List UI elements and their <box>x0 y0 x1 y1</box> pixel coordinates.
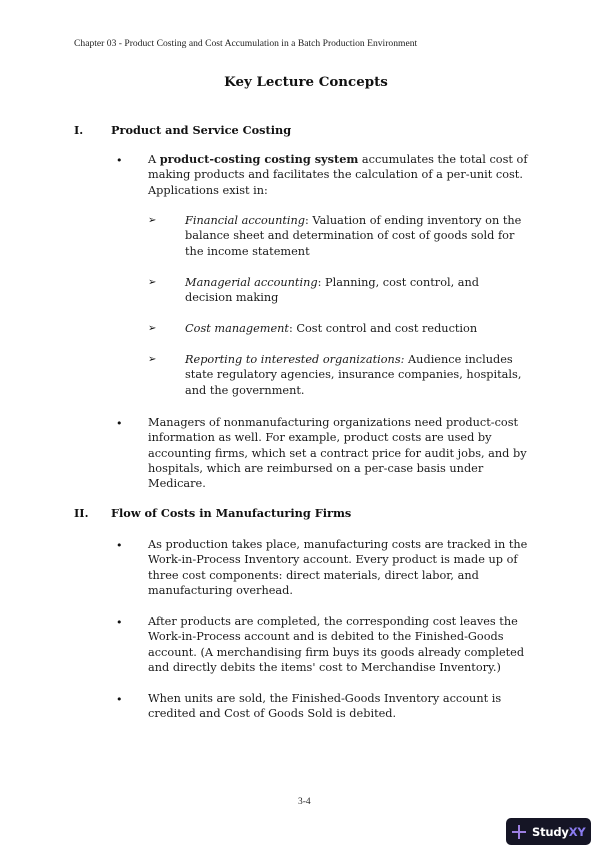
sub-item <box>185 352 540 398</box>
bullet-paragraph <box>148 152 543 198</box>
bullet-prefix: A <box>148 153 160 166</box>
section-title: Flow of Costs in Manufacturing Firms <box>111 506 352 520</box>
brand-name <box>532 825 586 839</box>
sub-item <box>185 213 535 259</box>
bullet-paragraph: When units are sold, the Finished-Goods Inventory account is credited and Cost of Goods Sold is debited. <box>148 692 502 721</box>
arrow-bullet-icon: ➢ <box>148 215 157 226</box>
sub-item-term: Managerial accounting <box>185 276 318 289</box>
section-heading-2 <box>74 506 351 520</box>
studyxy-badge[interactable] <box>506 818 591 845</box>
sub-item-term: Financial accounting <box>185 214 306 227</box>
bullet-text: accumulates the total cost of making products and facilitates the calculation of a per-unit cost. Applications exist in: <box>148 153 528 197</box>
arrow-bullet-icon: ➢ <box>148 323 157 334</box>
sub-item <box>185 321 535 336</box>
bullet-icon: • <box>116 693 123 706</box>
section-heading-1 <box>74 123 291 137</box>
sub-item <box>185 275 525 306</box>
bullet-icon: • <box>116 616 123 629</box>
brand-main: Study <box>532 824 569 839</box>
sub-item-text: : Planning, cost control, and decision making <box>185 276 480 305</box>
bullet-paragraph: After products are completed, the corresponding cost leaves the Work-in-Process account and is debited to the Finished-Goods account. (A merchandising firm buys its goods already completed and directly debits the items' cost to Merchandise Inventory.) <box>148 615 525 674</box>
section-number: I. <box>74 123 84 137</box>
plus-icon <box>512 825 526 839</box>
bullet-paragraph: Managers of nonmanufacturing organizations need product-cost information as well. For example, product costs are used by accounting firms, which set a contract price for audit jobs, and by hospitals, which are reimbursed on a per-case basis under Medicare. <box>148 416 527 491</box>
bullet-icon: • <box>116 417 123 430</box>
bullet-paragraph: As production takes place, manufacturing costs are tracked in the Work-in-Process Inventory account. Every product is made up of three cost components: direct materials, direct labor, and manufacturing overhead. <box>148 538 528 597</box>
section-title: Product and Service Costing <box>111 123 292 137</box>
section-number: II. <box>74 506 89 520</box>
running-header: Chapter 03 - Product Costing and Cost Accumulation in a Batch Production Environment <box>74 38 418 49</box>
bullet-icon: • <box>116 539 123 552</box>
brand-accent: XY <box>568 824 586 839</box>
page-title: Key Lecture Concepts <box>224 74 388 90</box>
arrow-bullet-icon: ➢ <box>148 354 157 365</box>
bold-term: product-costing costing system <box>159 152 359 166</box>
arrow-bullet-icon: ➢ <box>148 277 157 288</box>
sub-item-term: Cost management <box>185 322 289 335</box>
bullet-icon: • <box>116 154 123 167</box>
page-number: 3-4 <box>298 797 311 807</box>
sub-item-term: Reporting to interested organizations: <box>185 353 405 366</box>
sub-item-text: : Valuation of ending inventory on the balance sheet and determination of cost of goods sold for the income statement <box>185 214 522 258</box>
sub-item-text: : Cost control and cost reduction <box>288 322 478 335</box>
sub-item-text: Audience includes state regulatory agencies, insurance companies, hospitals, and the government. <box>185 353 522 397</box>
